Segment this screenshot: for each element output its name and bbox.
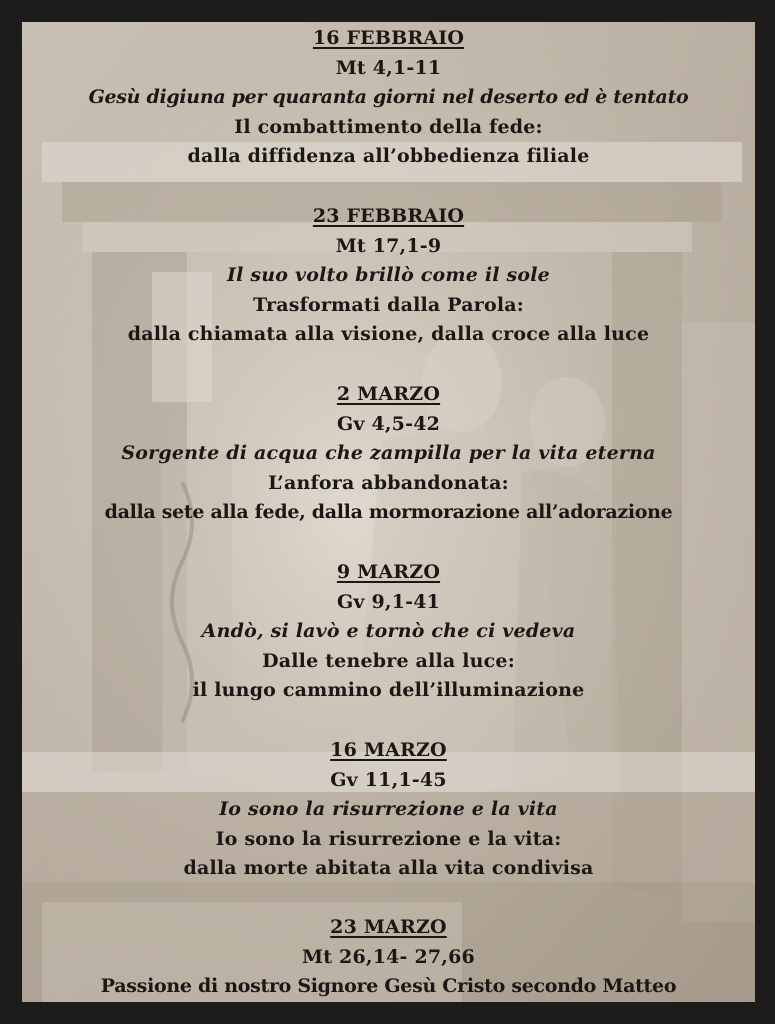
entry-theme-subtitle: dalla diffidenza all’obbedienza filiale [187, 145, 590, 167]
entry-date: 9 MARZO [336, 561, 441, 583]
entry-16-febbraio [22, 24, 755, 172]
entry-reference: Gv 11,1-45 [330, 768, 447, 791]
entry-date: 16 MARZO [330, 739, 447, 761]
entry-reference: Gv 9,1-41 [336, 590, 441, 613]
entry-reference: Mt 17,1-9 [335, 234, 442, 257]
entry-date: 16 FEBBRAIO [312, 27, 465, 49]
entry-gospel-title: Io sono la risurrezione e la vita [219, 798, 558, 820]
entry-gospel-title: Gesù digiuna per quaranta giorni nel deserto ed è tentato [88, 86, 689, 108]
entry-theme-subtitle: dalla sete alla fede, dalla mormorazione all’adorazione [104, 501, 673, 523]
entry-theme-title: Trasformati dalla Parola: [253, 293, 524, 316]
entry-date: 23 MARZO [330, 916, 447, 938]
entry-reference: Mt 26,14- 27,66 [302, 945, 475, 968]
entry-reference: Gv 4,5-42 [336, 412, 441, 435]
poster-frame [22, 22, 755, 1002]
entry-theme-title: L’anfora abbandonata: [268, 471, 509, 494]
entry-date: 23 FEBBRAIO [312, 205, 465, 227]
entry-theme-title: Il combattimento della fede: [234, 115, 543, 138]
entry-gospel-title: Sorgente di acqua che zampilla per la vita eterna [121, 442, 656, 464]
calendar-text [22, 22, 755, 1002]
entry-9-marzo [22, 558, 755, 706]
entry-16-marzo [22, 736, 755, 884]
entry-theme-subtitle: dalla chiamata alla visione, dalla croce alla luce [127, 323, 650, 345]
entry-gospel-title: Il suo volto brillò come il sole [227, 264, 550, 286]
entry-theme-title: Passione di nostro Signore Gesù Cristo secondo Matteo [100, 975, 677, 997]
entry-theme-subtitle: dalla morte abitata alla vita condivisa [183, 857, 594, 879]
entry-theme-title: Dalle tenebre alla luce: [262, 649, 515, 672]
entry-date: 2 MARZO [336, 383, 441, 405]
entry-theme-title: Io sono la risurrezione e la vita: [215, 827, 562, 850]
entry-reference: Mt 4,1-11 [335, 56, 442, 79]
entry-23-marzo [22, 913, 755, 1002]
entry-2-marzo [22, 380, 755, 528]
entry-gospel-title: Andò, si lavò e tornò che ci vedeva [201, 620, 576, 642]
entry-theme-subtitle: il lungo cammino dell’illuminazione [192, 679, 585, 701]
entry-23-febbraio [22, 202, 755, 350]
